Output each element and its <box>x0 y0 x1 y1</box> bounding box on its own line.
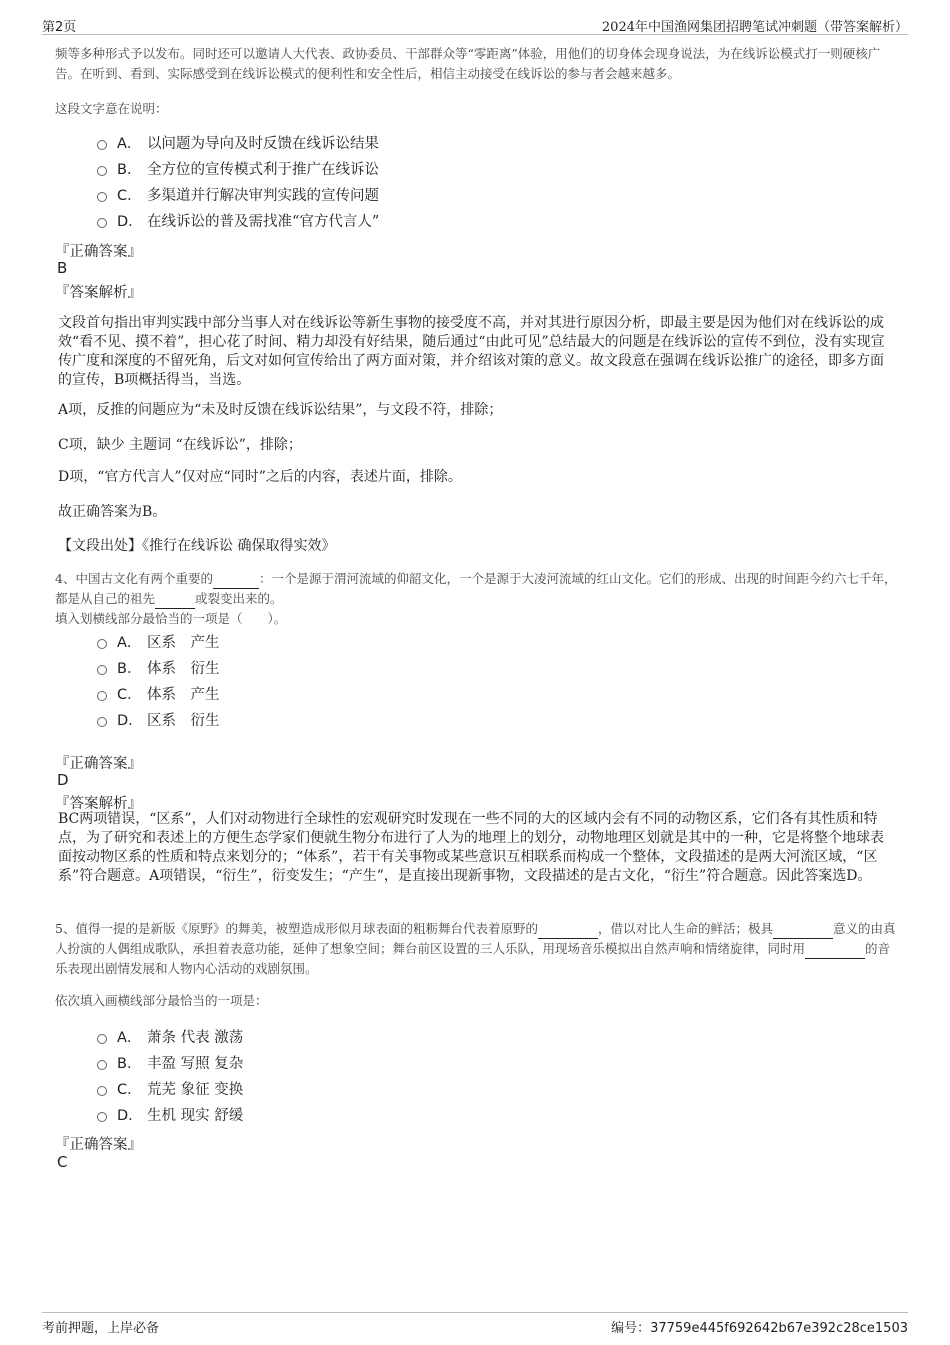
q5-stem: 5、值得一提的是新版《原野》的舞美，被塑造成形似月球表面的粗粝舞台代表着原野的 ，借以对比人生命的鲜活；极具 意义的由真人扮演的人偶组成歌队，承担着表意功能，延伸了想象空间；舞台前区设置的三人乐队，用现场音乐模拟出自然声响和情绪旋律，同时用 的音乐表现出剧情发展和人物内心活动的戏剧氛围。 <box>55 921 896 976</box>
q4-answer-label: 『正确答案』 <box>55 756 142 772</box>
q3-conclusion: 故正确答案为B。 <box>58 504 167 520</box>
q3-option-c[interactable]: C． 多渠道并行解决审判实践的宣传问题 <box>97 185 379 207</box>
q3-passage: 频等多种形式予以发布。同时还可以邀请人大代表、政协委员、干部群众等“零距离”体验，用他们的切身体会现身说法，为在线诉讼模式打一则硬核广告。在听到、看到、实际感受到在线诉讼模式的便利性和安全性后，相信主动接受在线诉讼的参与者会越来越多。 <box>55 46 881 81</box>
radio-icon[interactable] <box>97 691 107 701</box>
q4-analysis-label: 『答案解析』 <box>55 796 142 812</box>
q4-prompt: 填入划横线部分最恰当的一项是（ ）。 <box>55 611 287 626</box>
q4-analysis: BC两项错误，“区系”，人们对动物进行全球性的宏观研究时发现在一些不同的大的区域内会有不同的动物区系，它们各有其性质和特点，为了研究和表述上的方便生态学家们便就生物分布进行了人为的地理上的划分，动物地理区划就是其中的一种，它是将整个地球表面按动物区系的性质和特点来划分的；“体系”，若干有关事物或某些意识互相联系而构成一个整体，文段描述的是两大河流区域，“区系”符合题意。A项错误，“衍生”，衍变发生；“产生”，是直接出现新事物，文段描述的是古文化，“衍生”符合题意。因此答案选D。 <box>58 811 884 884</box>
q3-analysis-label: 『答案解析』 <box>55 285 142 301</box>
q4-option-b[interactable]: B． 体系 衍生 <box>97 658 220 680</box>
page-footer <box>42 1312 908 1337</box>
radio-icon[interactable] <box>97 140 107 150</box>
q5-option-c[interactable]: C． 荒芜 象征 变换 <box>97 1079 243 1101</box>
blank-line <box>213 588 259 589</box>
footer-slogan: 考前押题，上岸必备 <box>42 1321 160 1336</box>
q5-prompt: 依次填入画横线部分最恰当的一项是： <box>55 993 268 1008</box>
q5-option-a[interactable]: A． 萧条 代表 激荡 <box>97 1027 243 1049</box>
radio-icon[interactable] <box>97 1034 107 1044</box>
q5-answer-label: 『正确答案』 <box>55 1137 142 1153</box>
q3-note-c: C项，缺少 主题词 “在线诉讼”，排除； <box>58 437 302 453</box>
q4-option-d[interactable]: D． 区系 衍生 <box>97 710 220 732</box>
q3-analysis: 文段首句指出审判实践中部分当事人对在线诉讼等新生事物的接受度不高，并对其进行原因分析，即最主要是因为他们对在线诉讼的成效“看不见、摸不着”，担心花了时间、精力却没有好结果，随后通过“由此可见”总结最大的问题是在线诉讼的宣传不到位，没有实现宣传广度和深度的不留死角，后文对如何宣传给出了两方面对策，并介绍该对策的意义。故文段意在强调在线诉讼推广的途径，即多方面的宣传，B项概括得当，当选。 <box>58 315 885 388</box>
q3-option-b[interactable]: B． 全方位的宣传模式利于推广在线诉讼 <box>97 159 379 181</box>
q3-note-d: D项，“官方代言人”仅对应“同时”之后的内容，表述片面，排除。 <box>58 469 462 485</box>
radio-icon[interactable] <box>97 218 107 228</box>
q5-answer: C <box>57 1153 68 1171</box>
radio-icon[interactable] <box>97 717 107 727</box>
q4-stem: 4、中国古文化有两个重要的 ：一个是源于渭河流域的仰韶文化，一个是源于大凌河流域的红山文化。它们的形成、出现的时间距今约六七千年，都是从自己的祖先 或裂变出来的。 <box>55 569 900 609</box>
radio-icon[interactable] <box>97 192 107 202</box>
q3-source: 【文段出处】《推行在线诉讼 确保取得实效》 <box>58 538 336 554</box>
radio-icon[interactable] <box>97 1086 107 1096</box>
radio-icon[interactable] <box>97 665 107 675</box>
blank-line <box>538 938 598 939</box>
q5-option-b[interactable]: B． 丰盈 写照 复杂 <box>97 1053 243 1075</box>
q4-option-a[interactable]: A． 区系 产生 <box>97 632 220 654</box>
page-number: 第2页 <box>42 20 77 35</box>
q3-prompt: 这段文字意在说明： <box>55 101 168 116</box>
document-title: 2024年中国渔网集团招聘笔试冲刺题（带答案解析） <box>601 20 908 35</box>
q3-option-a[interactable]: A． 以问题为导向及时反馈在线诉讼结果 <box>97 133 379 155</box>
q3-answer: B <box>57 259 68 277</box>
blank-line <box>773 938 833 939</box>
q3-option-d[interactable]: D． 在线诉讼的普及需找准“官方代言人” <box>97 211 379 233</box>
blank-line <box>805 958 865 959</box>
q4-answer: D <box>57 771 69 789</box>
page-header <box>42 14 908 35</box>
q5-option-d[interactable]: D． 生机 现实 舒缓 <box>97 1105 243 1127</box>
radio-icon[interactable] <box>97 1112 107 1122</box>
radio-icon[interactable] <box>97 1060 107 1070</box>
document-id: 编号：37759e445f692642b67e392c28ce1503 <box>611 1321 908 1336</box>
q3-note-a: A项，反推的问题应为“未及时反馈在线诉讼结果”，与文段不符，排除； <box>58 402 503 418</box>
q3-answer-label: 『正确答案』 <box>55 244 142 260</box>
radio-icon[interactable] <box>97 639 107 649</box>
radio-icon[interactable] <box>97 166 107 176</box>
q4-option-c[interactable]: C． 体系 产生 <box>97 684 220 706</box>
